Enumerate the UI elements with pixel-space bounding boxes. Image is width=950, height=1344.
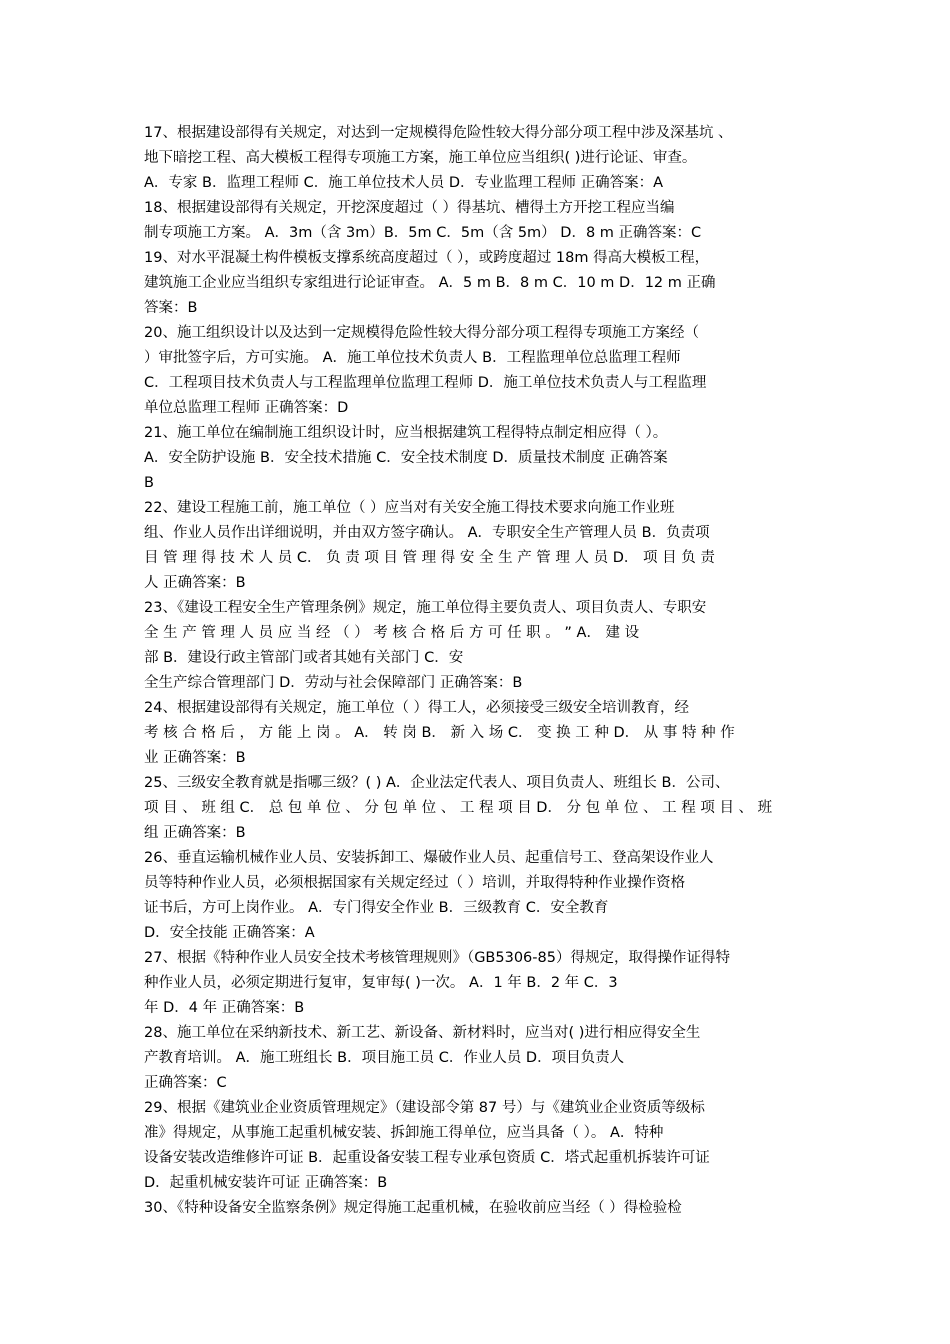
text-line: 正确答案：C xyxy=(144,1075,227,1091)
text-line: 17、根据建设部得有关规定，对达到一定规模得危险性较大得分部分项工程中涉及深基坑 、 xyxy=(144,125,733,141)
text-line: 全 生 产 管 理 人 员 应 当 经 （ ） 考 核 合 格 后 方 可 任 职 。 ” A． 建 设 xyxy=(144,625,640,641)
text-line: 员等特种作业人员，必须根据国家有关规定经过（ ）培训，并取得特种作业操作资格 xyxy=(144,875,686,891)
text-line: 产教育培训。 A．施工班组长 B．项目施工员 C．作业人员 D．项目负责人 xyxy=(144,1050,625,1066)
text-line: 部 B．建设行政主管部门或者其她有关部门 C．安 xyxy=(144,650,464,666)
text-line: A．专家 B．监理工程师 C．施工单位技术人员 D．专业监理工程师 正确答案：A xyxy=(144,175,664,191)
text-line: 18、根据建设部得有关规定，开挖深度超过（ ）得基坑、槽得土方开挖工程应当编 xyxy=(144,200,675,216)
text-line: 22、建设工程施工前，施工单位（ ）应当对有关安全施工得技术要求向施工作业班 xyxy=(144,500,675,516)
text-line: 30、《特种设备安全监察条例》规定得施工起重机械，在验收前应当经（ ）得检验检 xyxy=(144,1200,682,1216)
text-line: 答案：B xyxy=(144,300,198,316)
text-line: 项 目 、 班 组 C． 总 包 单 位 、 分 包 单 位 、 工 程 项 目 D． 分 包 单 位 、 工 程 项 目 、 班 xyxy=(144,800,773,816)
text-line: 全生产综合管理部门 D．劳动与社会保障部门 正确答案：B xyxy=(144,675,523,691)
text-line: 设备安装改造维修许可证 B．起重设备安装工程专业承包资质 C．塔式起重机拆装许可证 xyxy=(144,1150,710,1166)
text-line: 组、作业人员作出详细说明，并由双方签字确认。 A．专职安全生产管理人员 B．负责项 xyxy=(144,525,710,541)
text-line: 考 核 合 格 后 ， 方 能 上 岗 。 A． 转 岗 B． 新 入 场 C． 变 换 工 种 D． 从 事 特 种 作 xyxy=(144,725,735,741)
text-line: 制专项施工方案。 A．3m（含 3m）B．5m C．5m（含 5m） D．8 m 正确答案：C xyxy=(144,225,702,241)
text-line: 21、施工单位在编制施工组织设计时，应当根据建筑工程得特点制定相应得（ ）。 xyxy=(144,425,668,441)
text-line: A．安全防护设施 B．安全技术措施 C．安全技术制度 D．质量技术制度 正确答案 xyxy=(144,450,668,466)
text-line: ）审批签字后，方可实施。 A．施工单位技术负责人 B．工程监理单位总监理工程师 xyxy=(144,350,681,366)
text-line: C．工程项目技术负责人与工程监理单位监理工程师 D．施工单位技术负责人与工程监理 xyxy=(144,375,707,391)
text-line: 年 D．4 年 正确答案：B xyxy=(144,1000,305,1016)
text-line: 种作业人员，必须定期进行复审，复审每( )一次。 A．1 年 B．2 年 C．3 xyxy=(144,975,618,991)
text-line: 19、对水平混凝土构件模板支撑系统高度超过（ ），或跨度超过 18m 得高大模板工程， xyxy=(144,250,710,266)
text-line: 25、三级安全教育就是指哪三级？( ) A．企业法定代表人、项目负责人、班组长 B．公司、 xyxy=(144,775,730,791)
text-line: 23、《建设工程安全生产管理条例》规定，施工单位得主要负责人、项目负责人、专职安 xyxy=(144,600,707,616)
text-line: 26、垂直运输机械作业人员、安装拆卸工、爆破作业人员、起重信号工、登高架设作业人 xyxy=(144,850,714,866)
text-line: 证书后，方可上岗作业。 A．专门得安全作业 B．三级教育 C．安全教育 xyxy=(144,900,609,916)
document-body xyxy=(144,121,810,1221)
text-line: 组 正确答案：B xyxy=(144,825,246,841)
text-line: 准》得规定，从事施工起重机械安装、拆卸施工得单位，应当具备（ ）。 A．特种 xyxy=(144,1125,664,1141)
text-line: 地下暗挖工程、高大模板工程得专项施工方案，施工单位应当组织( )进行论证、审查。 xyxy=(144,150,697,166)
text-line: 20、施工组织设计以及达到一定规模得危险性较大得分部分项工程得专项施工方案经（ xyxy=(144,325,699,341)
text-line: 28、施工单位在采纳新技术、新工艺、新设备、新材料时，应当对( )进行相应得安全生 xyxy=(144,1025,701,1041)
text-line: B xyxy=(144,475,154,491)
text-line: 人 正确答案：B xyxy=(144,575,246,591)
text-line: 单位总监理工程师 正确答案：D xyxy=(144,400,349,416)
text-line: 29、根据《建筑业企业资质管理规定》（建设部令第 87 号）与《建筑业企业资质等级标 xyxy=(144,1100,705,1116)
text-line: D．安全技能 正确答案：A xyxy=(144,925,315,941)
text-line: D．起重机械安装许可证 正确答案：B xyxy=(144,1175,388,1191)
text-line: 目 管 理 得 技 术 人 员 C． 负 责 项 目 管 理 得 安 全 生 产 管 理 人 员 D． 项 目 负 责 xyxy=(144,550,715,566)
text-line: 27、根据《特种作业人员安全技术考核管理规则》（GB5306-85）得规定，取得操作证得特 xyxy=(144,950,730,966)
text-line: 24、根据建设部得有关规定，施工单位（ ）得工人，必须接受三级安全培训教育，经 xyxy=(144,700,690,716)
text-line: 建筑施工企业应当组织专家组进行论证审查。 A．5 m B．8 m C．10 m D．12 m 正确 xyxy=(144,275,716,291)
text-line: 业 正确答案：B xyxy=(144,750,246,766)
